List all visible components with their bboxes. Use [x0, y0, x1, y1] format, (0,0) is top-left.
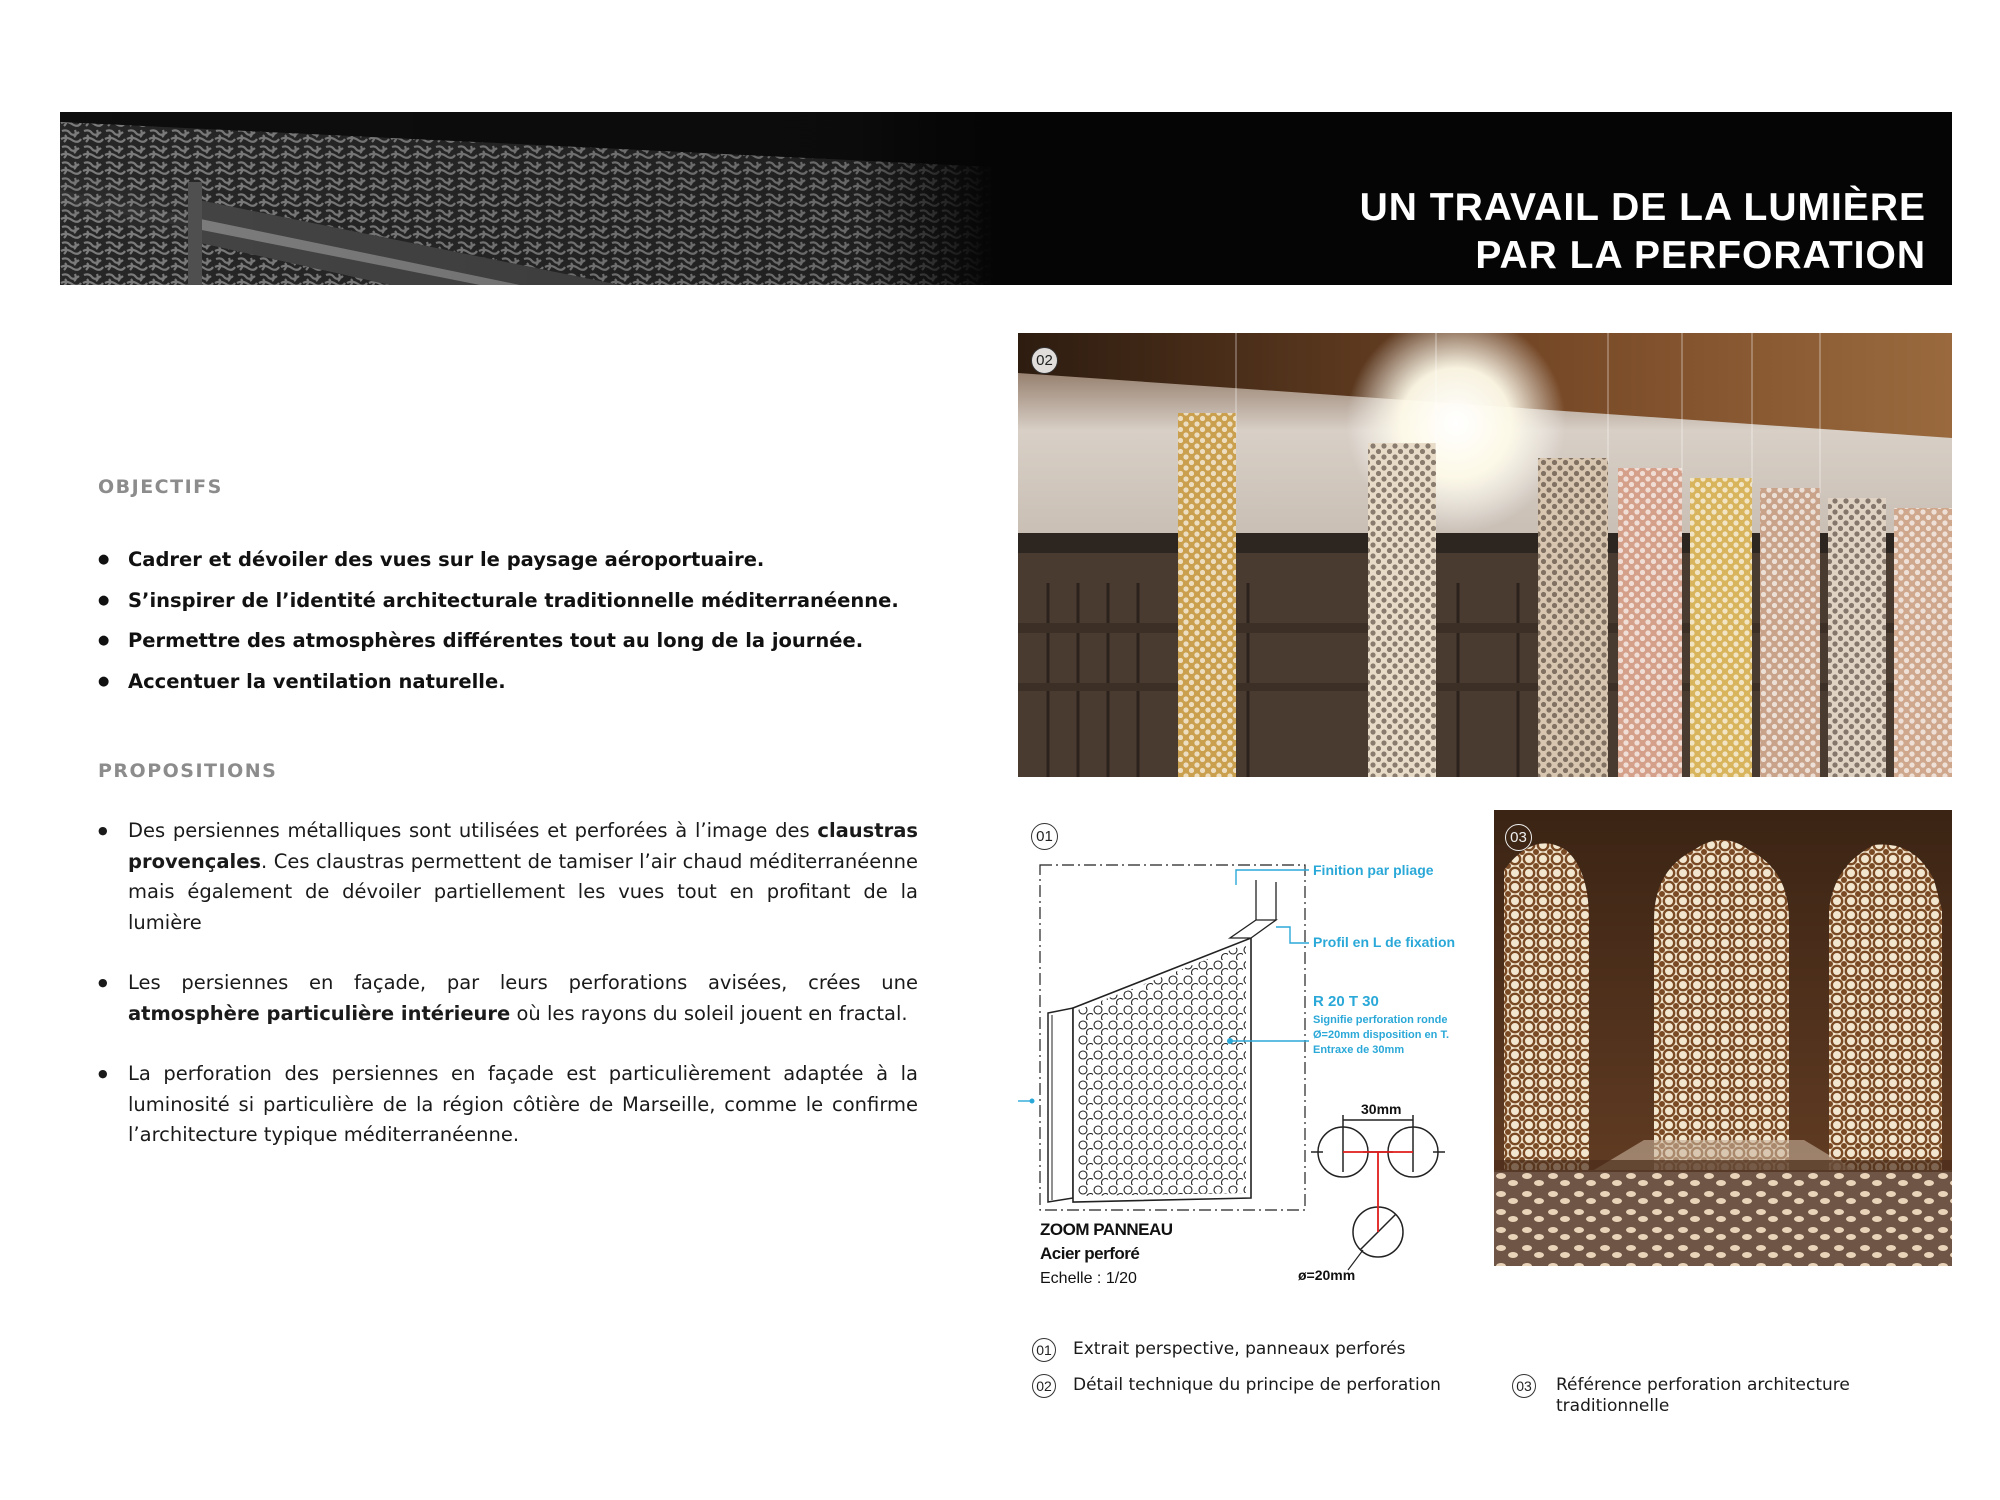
facade-perspective-photo [1018, 333, 1952, 777]
label-finition: Finition par pliage [1313, 862, 1434, 878]
objectifs-list [98, 540, 958, 702]
technical-drawing [1018, 810, 1478, 1288]
caption-02: Détail technique du principe de perforation [1073, 1375, 1441, 1395]
list-item: ● S’inspirer de l’identité architecturale traditionnelle méditerranéenne. [98, 581, 958, 622]
proposition-paragraph-2: ● Les persiennes en façade, par leurs perforations avisées, crées une atmosphère particulière intérieure où les rayons du soleil jouent en fractal. [98, 968, 918, 1029]
figure-number-03: 03 [1505, 824, 1532, 851]
figure-number-02: 02 [1031, 347, 1058, 374]
caption-03: Référence perforation architecture traditionnelle [1556, 1375, 1850, 1416]
list-item: ● Permettre des atmosphères différentes tout au long de la journée. [98, 621, 958, 662]
propositions-heading: PROPOSITIONS [98, 760, 278, 782]
drawing-title: ZOOM PANNEAU [1040, 1220, 1173, 1239]
caption-number-03: 03 [1512, 1374, 1536, 1398]
drawing-subtitle: Acier perforé [1040, 1244, 1140, 1263]
list-item: ● Cadrer et dévoiler des vues sur le paysage aéroportuaire. [98, 540, 958, 581]
perforation-code: R 20 T 30 [1313, 993, 1379, 1010]
list-item: ● Accentuer la ventilation naturelle. [98, 662, 958, 703]
caption-number-02: 02 [1032, 1374, 1056, 1398]
drawing-scale: Echelle : 1/20 [1040, 1270, 1137, 1287]
caption-01: Extrait perspective, panneaux perforés [1073, 1339, 1406, 1359]
dim-diameter: ø=20mm [1298, 1267, 1356, 1283]
banner-facade-photo [60, 112, 993, 285]
label-profil: Profil en L de fixation [1313, 934, 1456, 950]
title-line-2: PAR LA PERFORATION [1475, 234, 1926, 277]
code-desc-2: Ø=20mm disposition en T. [1313, 1029, 1450, 1041]
caption-number-01: 01 [1032, 1338, 1056, 1362]
figure-number-01: 01 [1031, 823, 1058, 850]
code-desc-1: Signifie perforation ronde [1313, 1014, 1448, 1026]
traditional-reference-photo [1494, 810, 1952, 1266]
title-line-1: UN TRAVAIL DE LA LUMIÈRE [1359, 186, 1926, 229]
code-desc-3: Entraxe de 30mm [1313, 1044, 1405, 1056]
proposition-paragraph-1: ● Des persiennes métalliques sont utilisées et perforées à l’image des claustras provençales. Ces claustras permettent de tamiser l’air chaud méditerranéenne mais également de dévoiler partiellement les vues tout en profitant de la lumière [98, 816, 918, 938]
proposition-paragraph-3: ● La perforation des persiennes en façade est particulièrement adaptée à la luminosité si particulière de la région côtière de Marseille, comme le confirme l’architecture typique méditerranéenne. [98, 1059, 918, 1151]
page-title [1360, 184, 1926, 280]
header-banner [60, 112, 1952, 285]
dim-entraxe: 30mm [1361, 1101, 1402, 1117]
objectifs-heading: OBJECTIFS [98, 476, 223, 498]
